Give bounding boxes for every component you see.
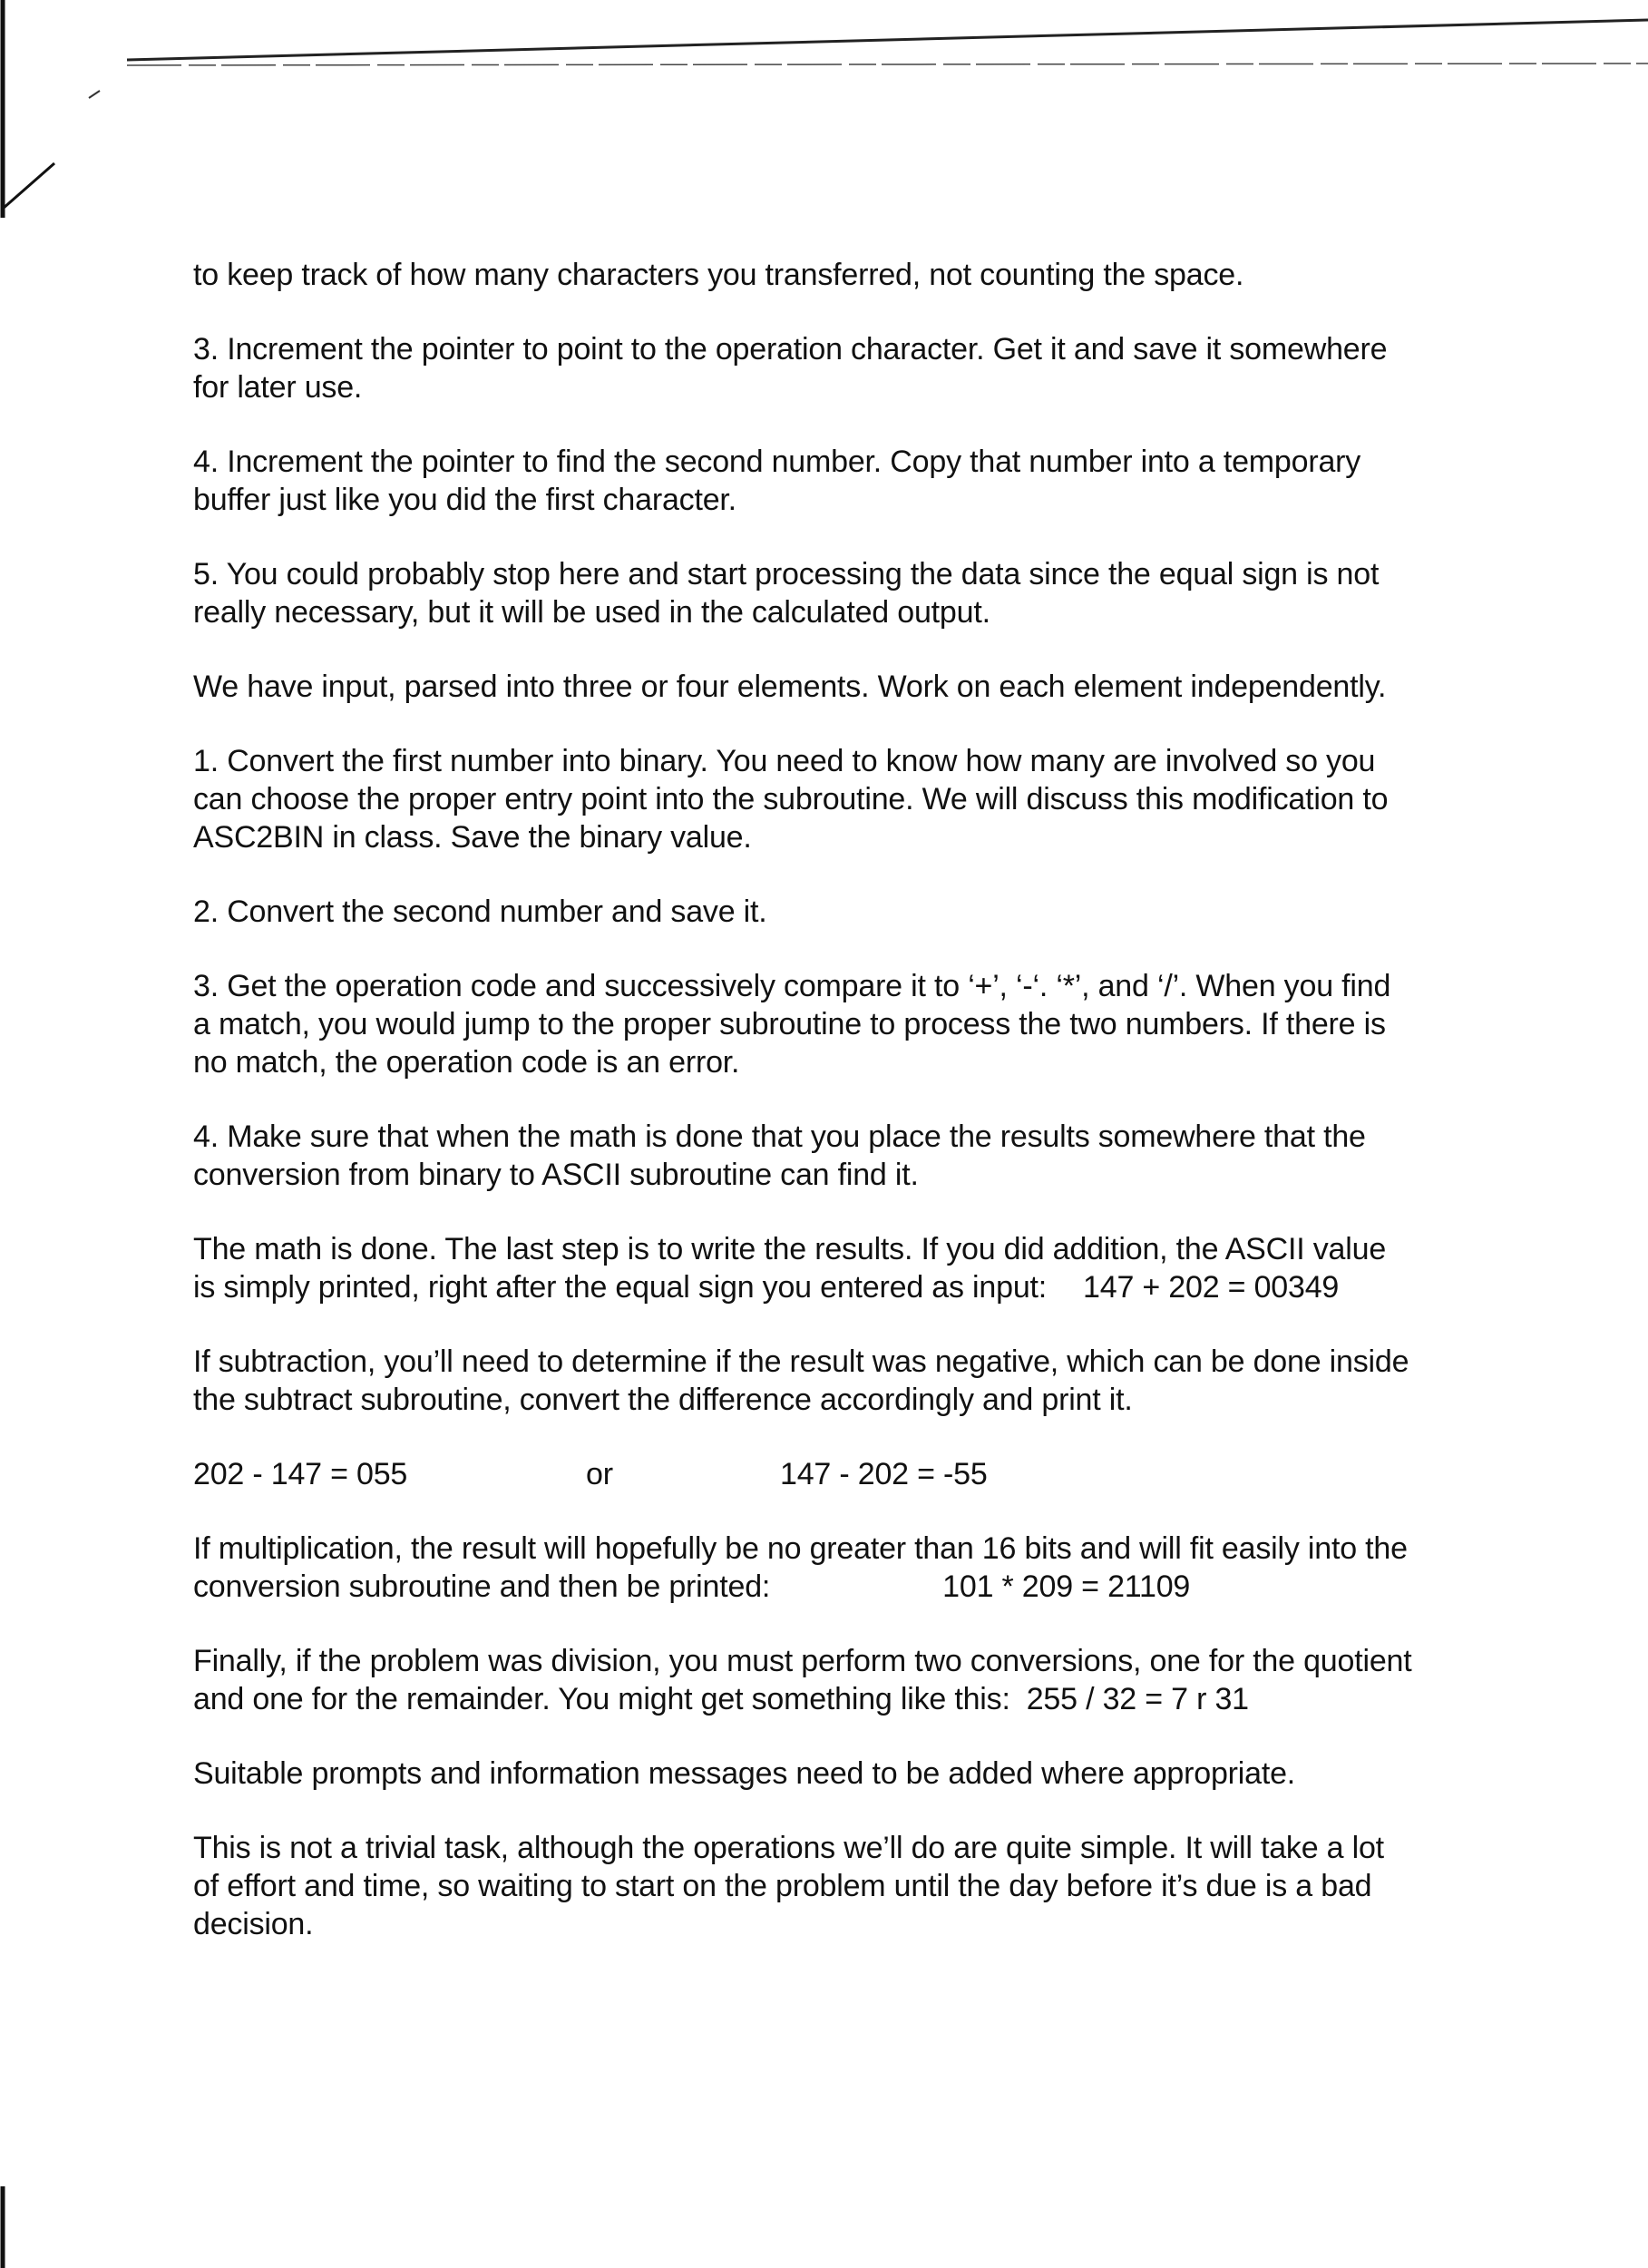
text-line: 4. Increment the pointer to find the second number. Copy that number into a temporary xyxy=(193,445,1361,479)
text-line: If multiplication, the result will hopefully be no greater than 16 bits and will fit easily into the xyxy=(193,1531,1408,1566)
top-scan-line xyxy=(127,20,1648,60)
text-line: ASC2BIN in class. Save the binary value. xyxy=(193,820,752,855)
text-line: a match, you would jump to the proper subroutine to process the two numbers. If there is xyxy=(193,1007,1386,1041)
multiplication-example: 101 * 209 = 21109 xyxy=(942,1569,1191,1604)
text-line: This is not a trivial task, although the operations we’ll do are quite simple. It will take a lot xyxy=(193,1831,1384,1865)
text-line: to keep track of how many characters you transferred, not counting the space. xyxy=(193,258,1244,292)
paragraph xyxy=(193,330,1463,406)
text-line: 1. Convert the first number into binary. You need to know how many are involved so you xyxy=(193,744,1376,778)
text-line: no match, the operation code is an error. xyxy=(193,1045,740,1080)
text-line: can choose the proper entry point into the subroutine. We will discuss this modification to xyxy=(193,782,1389,816)
paragraph xyxy=(193,1642,1463,1718)
text-line xyxy=(193,1568,1463,1606)
connector-word: or xyxy=(586,1457,613,1491)
paragraph xyxy=(193,967,1463,1081)
text-line: 3. Increment the pointer to point to the operation character. Get it and save it somewhere xyxy=(193,332,1388,367)
text-line: 2. Convert the second number and save it. xyxy=(193,894,767,929)
text-line: 4. Make sure that when the math is done that you place the results somewhere that the xyxy=(193,1119,1366,1154)
text-line: Suitable prompts and information messages need to be added where appropriate. xyxy=(193,1756,1296,1791)
paragraph xyxy=(193,1230,1463,1306)
paragraph xyxy=(193,1343,1463,1419)
paragraph xyxy=(193,443,1463,519)
text-line: 5. You could probably stop here and start processing the data since the equal sign is not xyxy=(193,557,1380,591)
subtraction-example-positive: 202 - 147 = 055 xyxy=(193,1457,408,1491)
subtraction-examples xyxy=(193,1455,1463,1493)
line-text: is simply printed, right after the equal sign you entered as input: xyxy=(193,1270,1048,1305)
subtraction-example-negative: 147 - 202 = -55 xyxy=(780,1457,988,1491)
text-line: Finally, if the problem was division, you must perform two conversions, one for the quotient xyxy=(193,1644,1412,1678)
text-line: the subtract subroutine, convert the difference accordingly and print it. xyxy=(193,1383,1133,1417)
line-text: conversion subroutine and then be printed: xyxy=(193,1569,771,1604)
corner-mark xyxy=(3,163,54,209)
text-line xyxy=(193,1268,1463,1306)
paragraph xyxy=(193,555,1463,631)
corner-tick xyxy=(89,91,100,98)
line-text: and one for the remainder. You might get something like this: xyxy=(193,1682,1010,1716)
text-line: 3. Get the operation code and successively compare it to ‘+’, ‘-‘. ‘*’, and ‘/’. When you find xyxy=(193,969,1391,1003)
paragraph xyxy=(193,1755,1463,1793)
paragraph xyxy=(193,1118,1463,1194)
paragraph xyxy=(193,893,1463,931)
paragraph xyxy=(193,256,1463,294)
text-line: of effort and time, so waiting to start on the problem until the day before it’s due is a bad xyxy=(193,1869,1372,1903)
top-scan-line-faint xyxy=(127,64,1648,65)
text-line: decision. xyxy=(193,1907,314,1941)
text-line: If subtraction, you’ll need to determine if the result was negative, which can be done inside xyxy=(193,1344,1409,1379)
paragraph xyxy=(193,742,1463,856)
text-line: buffer just like you did the first character. xyxy=(193,483,736,517)
document-body xyxy=(193,256,1463,1980)
text-line: for later use. xyxy=(193,370,363,405)
text-line: The math is done. The last step is to write the results. If you did addition, the ASCII value xyxy=(193,1232,1387,1266)
text-line: really necessary, but it will be used in the calculated output. xyxy=(193,595,990,630)
text-line xyxy=(193,1680,1463,1718)
division-example: 255 / 32 = 7 r 31 xyxy=(1026,1682,1249,1716)
paragraph xyxy=(193,1530,1463,1606)
paragraph xyxy=(193,668,1463,706)
addition-example: 147 + 202 = 00349 xyxy=(1083,1270,1340,1305)
paragraph xyxy=(193,1829,1463,1943)
text-line: conversion from binary to ASCII subroutine can find it. xyxy=(193,1158,919,1192)
text-line: We have input, parsed into three or four elements. Work on each element independently. xyxy=(193,670,1387,704)
